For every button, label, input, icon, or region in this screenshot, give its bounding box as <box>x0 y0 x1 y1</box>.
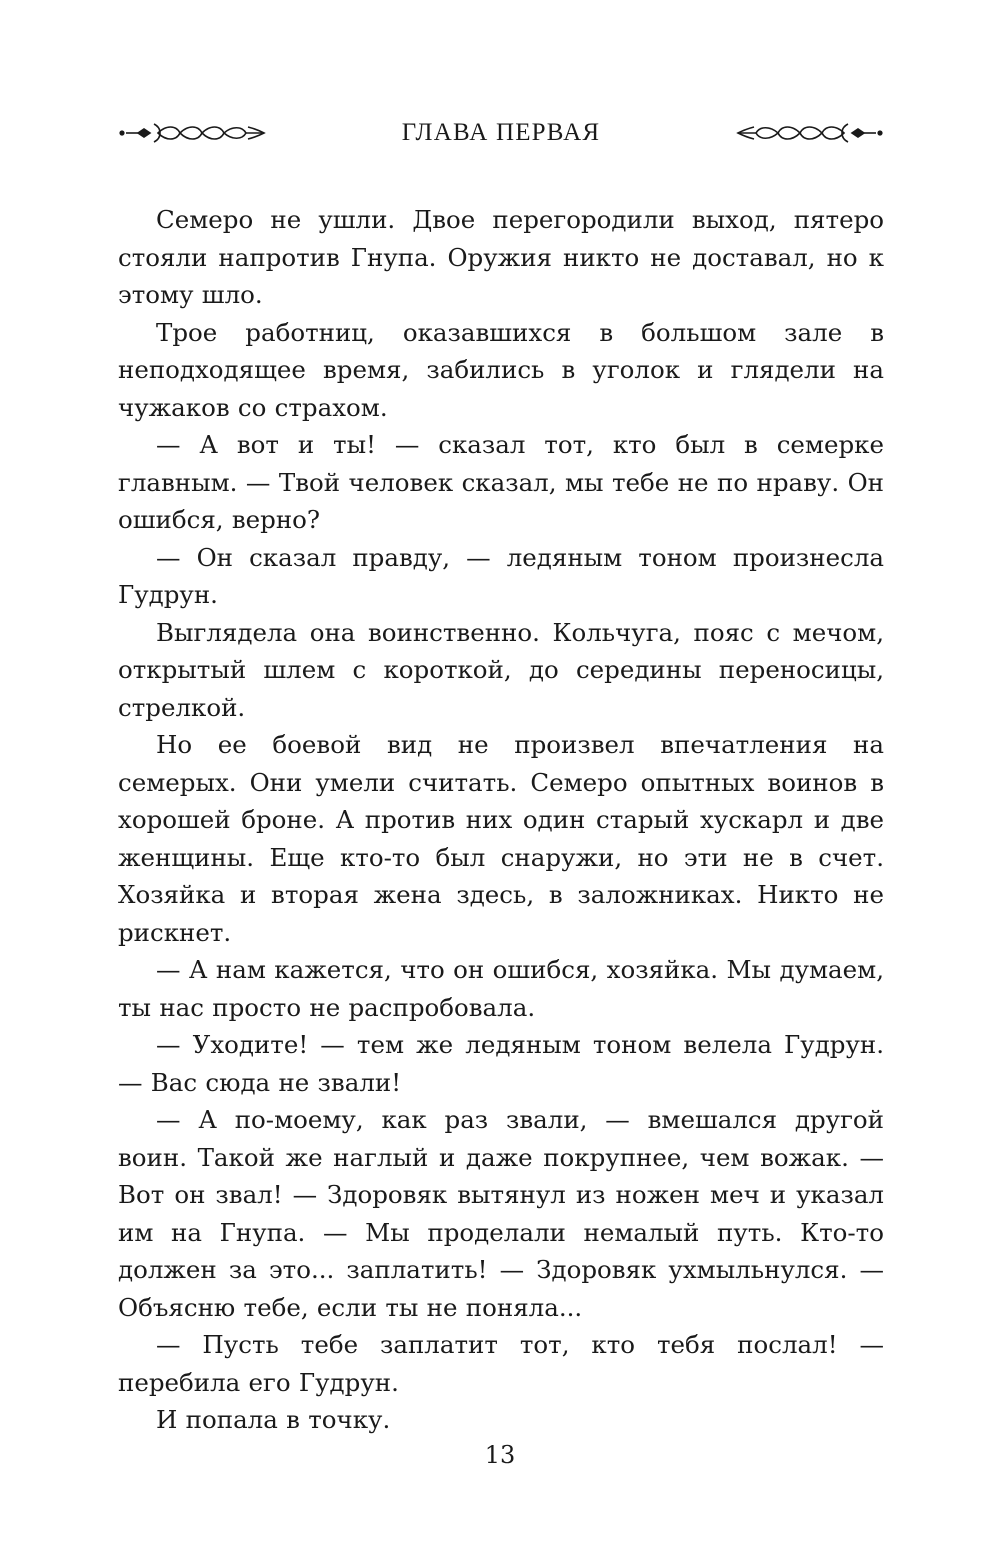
paragraph: — А по-моему, как раз звали, — вмешался другой воин. Такой же наглый и даже покрупнее, чем вожак. — Вот он звал! — Здоровяк вытянул из ножен меч и указал им на Гнупа. — Мы проделали немалый путь. Кто-то должен за это... заплатить! — Здоровяк ухмыльнулся. — Объясню тебе, если ты не поняла... <box>118 1105 884 1322</box>
paragraph: — Уходите! — тем же ледяным тоном велела Гудрун. — Вас сюда не звали! <box>118 1030 884 1097</box>
running-title: ГЛАВА ПЕРВАЯ <box>401 119 601 146</box>
body-text <box>118 201 884 1439</box>
paragraph: — Он сказал правду, — ледяным тоном произнесла Гудрун. <box>118 542 884 609</box>
paragraph: И попала в точку. <box>156 1405 391 1434</box>
ornament-flourish-icon <box>734 118 884 148</box>
paragraph: Трое работниц, оказавшихся в большом зале в неподходящее время, забились в уголок и глядели на чужаков со страхом. <box>118 317 884 422</box>
paragraph: Но ее боевой вид не произвел впечатления на семерых. Они умели считать. Семеро опытных воинов в хорошей броне. А против них один старый хускарл и две женщины. Еще кто-то был снаружи, но эти не в счет. Хозяйка и вторая жена здесь, в заложниках. Никто не рискнет. <box>118 730 884 947</box>
paragraph: — А нам кажется, что он ошибся, хозяйка. Мы думаем, ты нас просто не распробовала. <box>118 955 884 1022</box>
running-header <box>118 112 884 156</box>
paragraph: — А вот и ты! — сказал тот, кто был в семерке главным. — Твой человек сказал, мы тебе не по нраву. Он ошибся, верно? <box>118 430 884 534</box>
page-number: 13 <box>484 1441 516 1469</box>
paragraph: — Пусть тебе заплатит тот, кто тебя послал! — перебила его Гудрун. <box>118 1330 884 1397</box>
paragraph: Выглядела она воинственно. Кольчуга, пояс с мечом, открытый шлем с короткой, до середины переносицы, стрелкой. <box>118 617 884 722</box>
paragraph: Семеро не ушли. Двое перегородили выход, пятеро стояли напротив Гнупа. Оружия никто не доставал, но к этому шло. <box>118 205 884 309</box>
